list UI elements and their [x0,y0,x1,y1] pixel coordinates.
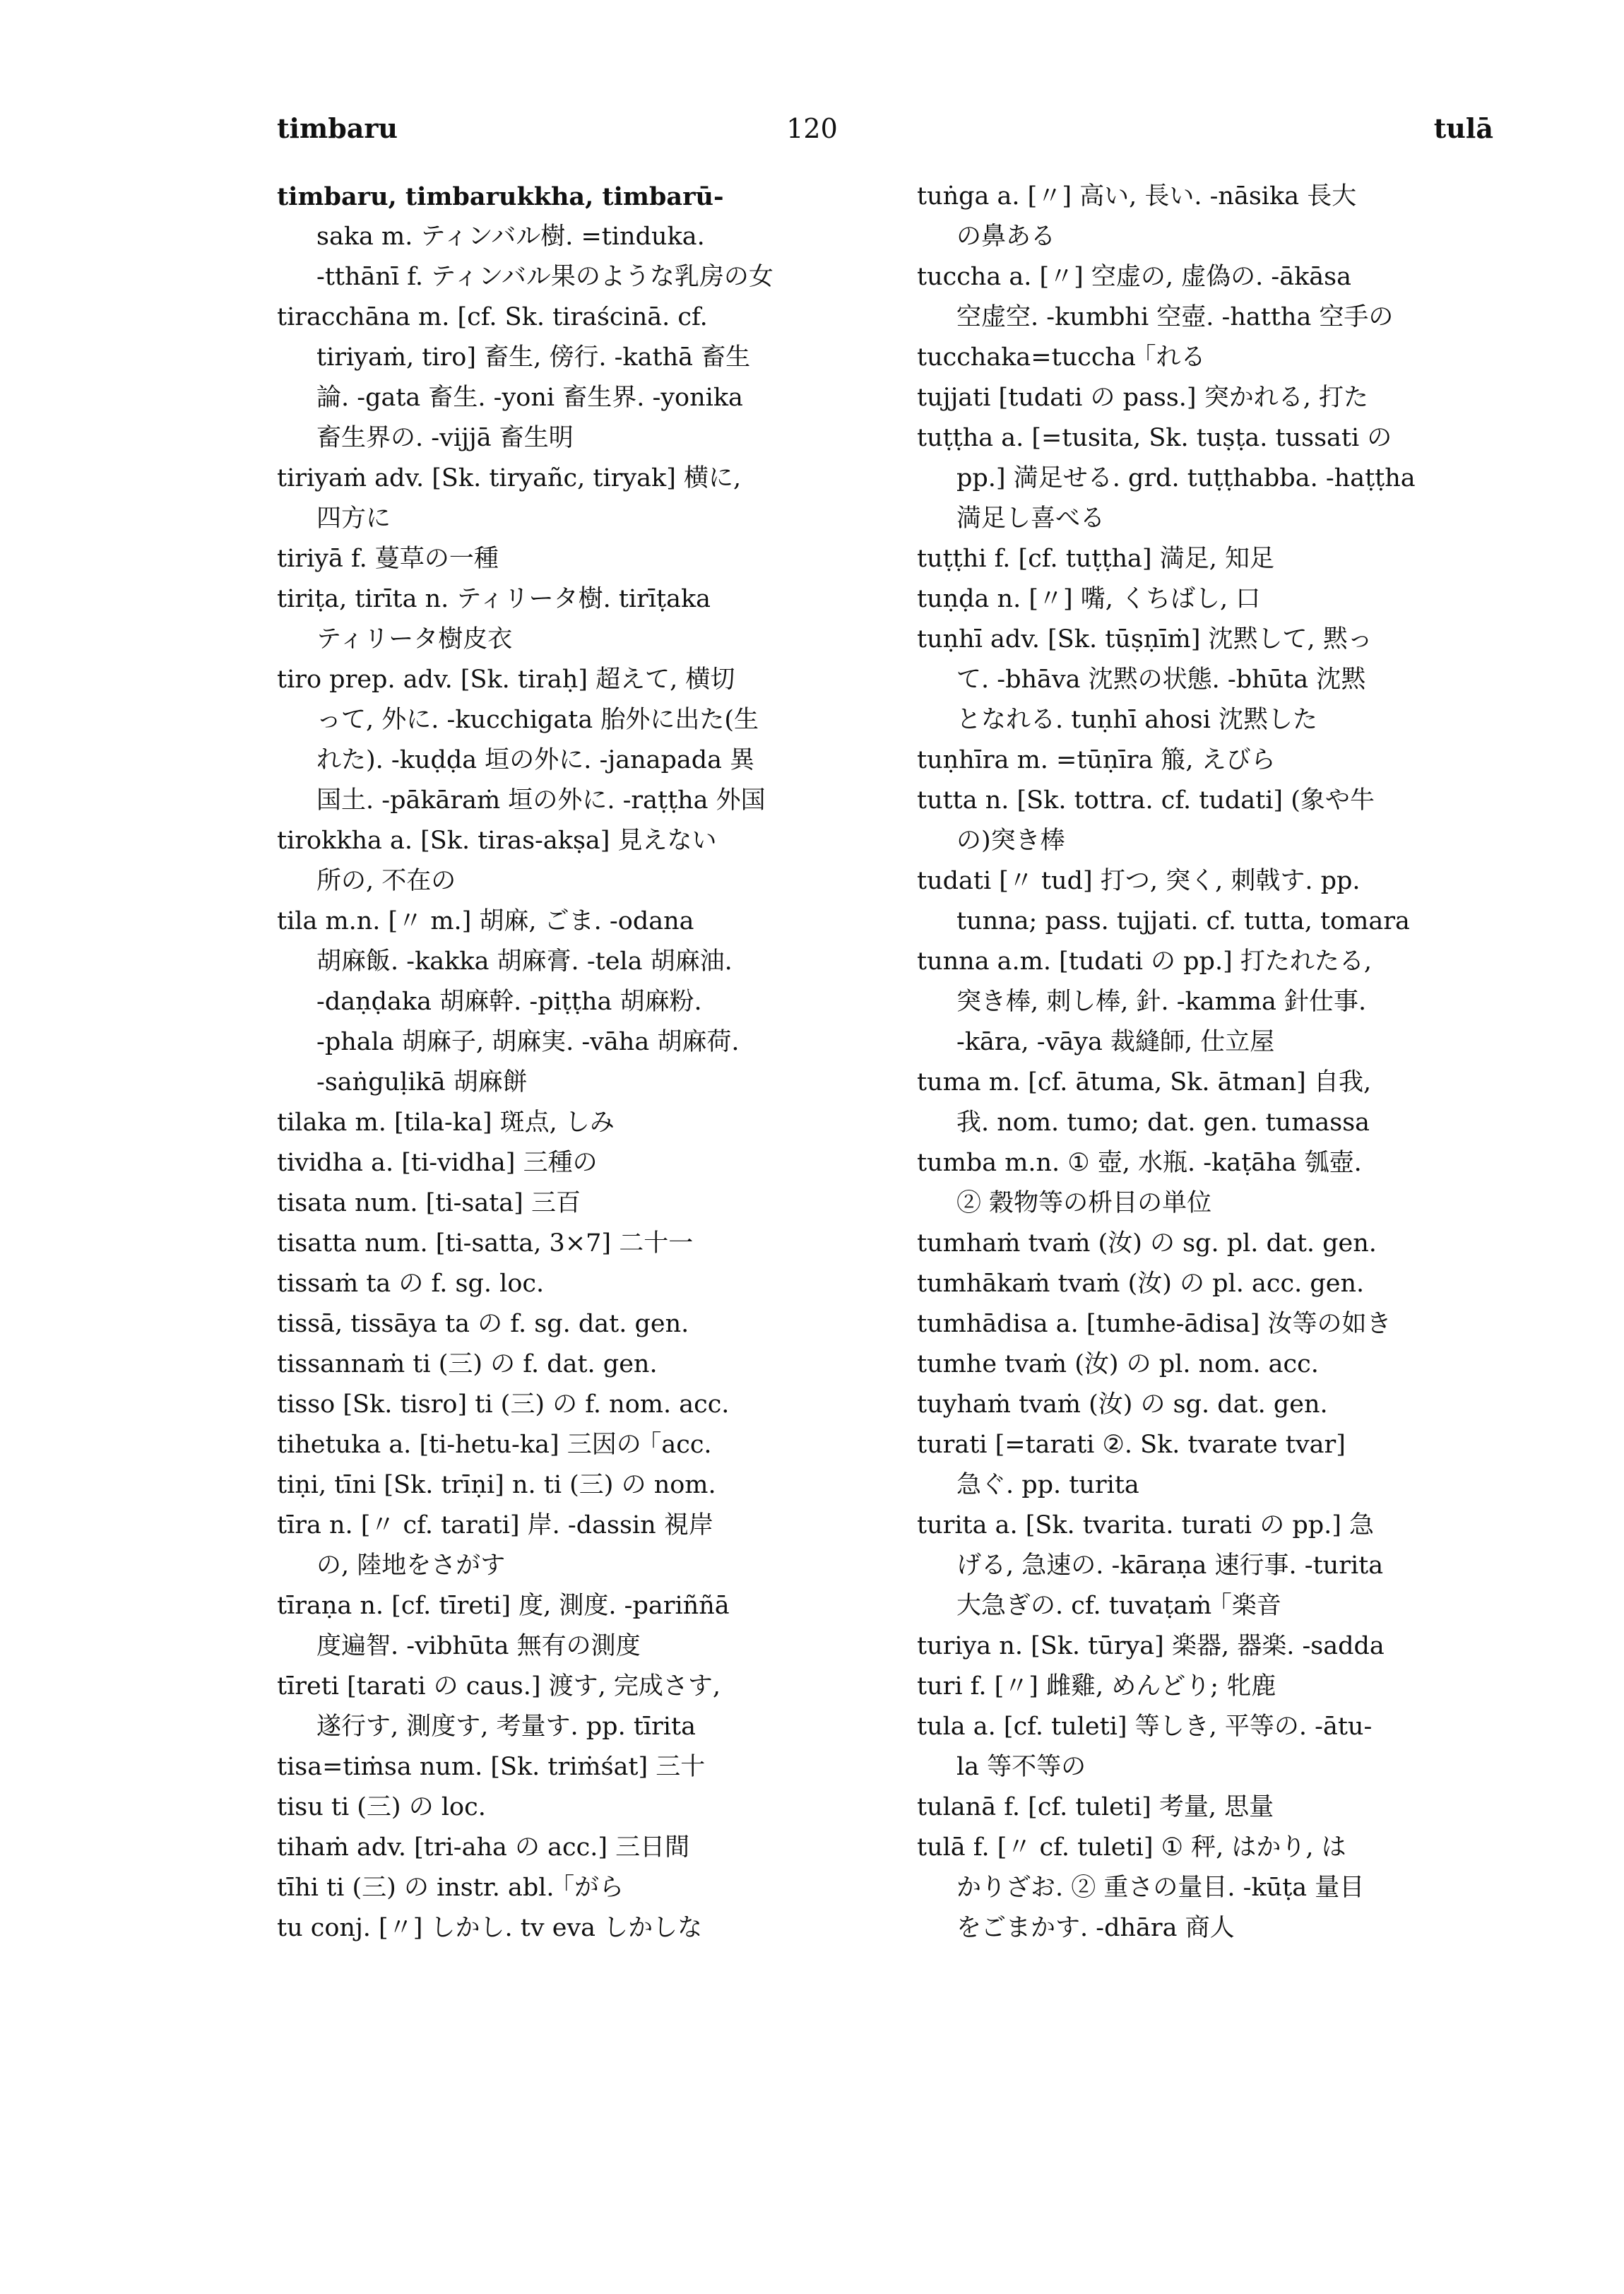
left-column [277,177,863,1949]
entry-text: tumhākaṁ tvaṁ (汝) の pl. acc. gen. [917,1270,1365,1298]
entry-line [277,579,863,620]
entry-text: 国土. -pākāraṁ 垣の外に. -raṭṭha 外国 [316,786,766,815]
entry-text: tissā, tissāya ta の f. sg. dat. gen. [277,1310,689,1338]
entry-line [917,1828,1496,1868]
entry-text: tisu ti (三) の loc. [277,1793,486,1821]
entry-text: tīra n. [〃 cf. tarati] 岸. -dassin 視岸 [277,1511,713,1539]
entry-text: の)突き棒 [956,827,1065,855]
entry-line [917,1224,1496,1264]
entry-continuation-line [277,499,863,539]
entry-text: tujjati [tudati の pass.] 突かれる, 打た [917,384,1368,412]
entry-text: tissannaṁ ti (三) の f. dat. gen. [277,1350,658,1378]
entry-text: tīraṇa n. [cf. tīreti] 度, 測度. -pariññā [277,1592,730,1620]
entry-text: 我. nom. tumo; dat. gen. tumassa [956,1108,1370,1137]
entry-text: tiriyaṁ, tiro] 畜生, 傍行. -kathā 畜生 [316,343,751,372]
entry-text: turi f. [〃] 雌雞, めんどり; 牝鹿 [917,1672,1276,1701]
entry-text: tuccha a. [〃] 空虚の, 虚偽の. -ākāsa [917,263,1351,291]
entry-continuation-line [917,1586,1496,1626]
entry-text: 遂行す, 測度す, 考量す. pp. tīrita [316,1713,696,1741]
entry-line [277,539,863,579]
entry-line [277,1747,863,1787]
entry-line [917,1626,1496,1667]
entry-text: tuṇhī adv. [Sk. tūṣṇīṁ] 沈黙して, 黙っ [917,625,1373,654]
entry-text: tumhādisa a. [tumhe-ādisa] 汝等の如き [917,1310,1392,1338]
entry-text: tumhe tvaṁ (汝) の pl. nom. acc. [917,1350,1319,1378]
entry-text: 度遍智. -vibhūta 無有の測度 [316,1632,641,1660]
entry-text: の鼻ある [956,223,1056,251]
entry-text: saka m. ティンバル樹. =tinduka. [316,223,705,251]
entry-text: -saṅguḷikā 胡麻餅 [316,1068,528,1096]
entry-text: げる, 急速の. -kāraṇa 速行事. -turita [956,1551,1384,1580]
entry-line [277,1828,863,1868]
entry-text: かりざお. ② 重さの量目. -kūṭa 量目 [956,1874,1365,1902]
entry-text: tividha a. [ti-vidha] 三種の [277,1149,598,1177]
entry-line [917,257,1496,297]
entry-text: て. -bhāva 沈黙の状態. -bhūta 沈黙 [956,666,1366,694]
entry-continuation-line [917,1183,1496,1224]
entry-continuation-line [277,700,863,740]
entry-continuation-line [917,821,1496,861]
entry-text: tisa=tiṁsa num. [Sk. triṁśat] 三十 [277,1753,706,1781]
entry-continuation-line [917,1868,1496,1908]
entry-text: pp.] 満足せる. grd. tuṭṭhabba. -haṭṭha [956,464,1416,492]
entry-line [917,1707,1496,1747]
entry-line [277,1103,863,1143]
entry-text: tiriyaṁ adv. [Sk. tiryañc, tiryak] 横に, [277,464,742,492]
entry-line [917,1506,1496,1546]
entry-text: tutta n. [Sk. tottra. cf. tudati] (象や牛 [917,786,1375,815]
entry-text: 突き棒, 刺し棒, 針. -kamma 針仕事. [956,988,1367,1016]
entry-continuation-line [277,338,863,378]
entry-text: 四方に [316,504,391,533]
entry-text: tirokkha a. [Sk. tiras-akṣa] 見えない [277,827,717,855]
entry-text: tula a. [cf. tuleti] 等しき, 平等の. -ātu- [917,1713,1373,1741]
entry-continuation-line [917,1747,1496,1787]
entry-text: tuṭṭha a. [=tusita, Sk. tuṣṭa. tussati の [917,424,1392,452]
entry-line [917,942,1496,982]
entry-continuation-line [277,861,863,901]
entry-line [277,1787,863,1828]
entry-text: ② 穀物等の枡目の単位 [956,1189,1212,1217]
entry-text: 急ぐ. pp. turita [956,1471,1139,1499]
entry-text: tiriṭa, tirīta n. ティリータ樹. tirīṭaka [277,585,711,613]
entry-continuation-line [917,1022,1496,1063]
entry-line [277,1506,863,1546]
entry-text: tu conj. [〃] しかし. tv eva しかしな [277,1914,703,1942]
entry-text: ティリータ樹皮衣 [316,625,513,654]
entry-continuation-line [917,901,1496,942]
entry-continuation-line [277,1063,863,1103]
entry-text: tiracchāna m. [cf. Sk. tiraścinā. cf. [277,303,708,331]
entry-text: の, 陸地をさがす [316,1551,506,1580]
entry-line [917,579,1496,620]
entry-text: turiya n. [Sk. tūrya] 楽器, 器楽. -sadda [917,1632,1385,1660]
entry-line [917,1425,1496,1465]
entry-line [277,177,863,217]
entry-text: tulā f. [〃 cf. tuleti] ① 秤, はかり, は [917,1833,1346,1862]
entry-line [277,1586,863,1626]
entry-line [917,1667,1496,1707]
entry-line [277,1667,863,1707]
entry-text: turati [=tarati ②. Sk. tvarate tvar] [917,1431,1346,1459]
entry-continuation-line [277,1626,863,1667]
entry-line [277,1385,863,1425]
entry-text: tisatta num. [ti-satta, 3×7] 二十一 [277,1229,694,1258]
entry-line [277,660,863,700]
entry-line [917,177,1496,217]
entry-text: tuma m. [cf. ātuma, Sk. ātman] 自我, [917,1068,1372,1096]
entry-text: tumhaṁ tvaṁ (汝) の sg. pl. dat. gen. [917,1229,1377,1258]
entry-text: れた). -kuḍḍa 垣の外に. -janapada 異 [316,746,755,774]
entry-line [277,901,863,942]
entry-line [277,297,863,338]
entry-text: tihetuka a. [ti-hetu-ka] 三因の ｢acc. [277,1431,712,1459]
entry-line [277,1465,863,1506]
entry-text: -tthānī f. ティンバル果のような乳房の女 [316,263,774,291]
entry-continuation-line [917,700,1496,740]
entry-text: tunna; pass. tujjati. cf. tutta, tomara [956,907,1410,935]
entry-text: tila m.n. [〃 m.] 胡麻, ごま. -odana [277,907,694,935]
entry-line [277,1868,863,1908]
entry-text: tuṇḍa n. [〃] 嘴, くちばし, 口 [917,585,1261,613]
entry-continuation-line [277,620,863,660]
entry-line [277,821,863,861]
page-number: 120 [786,113,838,144]
entry-continuation-line [917,660,1496,700]
entry-continuation-line [917,982,1496,1022]
entry-line [917,1264,1496,1304]
running-head-right: tulā [1433,112,1493,144]
entry-line [277,1344,863,1385]
entry-continuation-line [277,942,863,982]
entry-line [277,1908,863,1949]
entry-text: tumba m.n. ① 壺, 水瓶. -kaṭāha 瓠壺. [917,1149,1362,1177]
entry-line [277,1183,863,1224]
entry-text: timbaru, timbarukkha, timbarū- [277,182,724,211]
entry-text: tudati [〃 tud] 打つ, 突く, 刺戟す. pp. [917,867,1361,895]
entry-text: tucchaka=tuccha ｢れる [917,343,1206,372]
running-head-left: timbaru [277,112,398,144]
entry-line [917,861,1496,901]
entry-line [917,740,1496,781]
entry-text: tisso [Sk. tisro] ti (三) の f. nom. acc. [277,1390,730,1419]
entry-text: 大急ぎの. cf. tuvaṭaṁ ｢楽音 [956,1592,1281,1620]
entry-text: -daṇḍaka 胡麻幹. -piṭṭha 胡麻粉. [316,988,702,1016]
entry-line [277,1425,863,1465]
entry-text: って, 外に. -kucchigata 胎外に出た(生 [316,706,759,734]
entry-continuation-line [277,982,863,1022]
entry-text: -phala 胡麻子, 胡麻実. -vāha 胡麻荷. [316,1028,740,1056]
entry-text: tuṅga a. [〃] 高い, 長い. -nāsika 長大 [917,182,1357,211]
entry-line [917,1143,1496,1183]
entry-text: tunna a.m. [tudati の pp.] 打たれたる, [917,947,1372,976]
entry-text: la 等不等の [956,1753,1086,1781]
right-column [917,177,1496,1949]
entry-continuation-line [277,1707,863,1747]
entry-line [277,1304,863,1344]
entry-text: tisata num. [ti-sata] 三百 [277,1189,581,1217]
entry-text: 満足し喜べる [956,504,1106,533]
entry-text: tiro prep. adv. [Sk. tiraḥ] 超えて, 横切 [277,666,735,694]
entry-text: tuyhaṁ tvaṁ (汝) の sg. dat. gen. [917,1390,1328,1419]
entry-text: tuṭṭhi f. [cf. tuṭṭha] 満足, 知足 [917,545,1274,573]
entry-continuation-line [277,740,863,781]
entry-line [917,1787,1496,1828]
entry-continuation-line [917,1103,1496,1143]
entry-continuation-line [277,1022,863,1063]
entry-line [917,338,1496,378]
entry-continuation-line [277,378,863,418]
entry-line [917,1344,1496,1385]
entry-line [917,418,1496,459]
entry-text: 畜生界の. -vijjā 畜生明 [316,424,574,452]
entry-line [917,539,1496,579]
entry-text: tuṇhīra m. =tūṇīra 箙, えびら [917,746,1276,774]
entry-continuation-line [277,418,863,459]
entry-continuation-line [917,1908,1496,1949]
entry-line [277,1143,863,1183]
entry-continuation-line [277,257,863,297]
entry-text: 論. -gata 畜生. -yoni 畜生界. -yonika [316,384,743,412]
entry-continuation-line [277,781,863,821]
entry-text: tiṇi, tīni [Sk. trīṇi] n. ti (三) の nom. [277,1471,716,1499]
entry-line [917,1385,1496,1425]
entry-text: となれる. tuṇhī ahosi 沈黙した [956,706,1318,734]
entry-line [917,620,1496,660]
entry-continuation-line [277,1546,863,1586]
entry-continuation-line [917,1465,1496,1506]
entry-text: tīreti [tarati の caus.] 渡す, 完成さす, [277,1672,721,1701]
entry-text: turita a. [Sk. tvarita. turati の pp.] 急 [917,1511,1375,1539]
entry-text: tīhi ti (三) の instr. abl. ｢がら [277,1874,624,1902]
entry-text: をごまかす. -dhāra 商人 [956,1914,1235,1942]
entry-line [917,1063,1496,1103]
entry-text: tiriyā f. 蔓草の一種 [277,545,499,573]
entry-line [917,1304,1496,1344]
entry-continuation-line [277,217,863,257]
entry-line [277,1264,863,1304]
entry-text: 空虚空. -kumbhi 空壺. -hattha 空手の [956,303,1394,331]
entry-text: tihaṁ adv. [tri-aha の acc.] 三日間 [277,1833,690,1862]
entry-text: tilaka m. [tila-ka] 斑点, しみ [277,1108,615,1137]
entry-line [917,378,1496,418]
entry-line [277,1224,863,1264]
entry-text: 胡麻飯. -kakka 胡麻膏. -tela 胡麻油. [316,947,733,976]
entry-text: tulanā f. [cf. tuleti] 考量, 思量 [917,1793,1274,1821]
entry-text: tissaṁ ta の f. sg. loc. [277,1270,545,1298]
entry-text: -kāra, -vāya 裁縫師, 仕立屋 [956,1028,1275,1056]
entry-continuation-line [917,297,1496,338]
entry-continuation-line [917,1546,1496,1586]
entry-line [277,459,863,499]
entry-continuation-line [917,217,1496,257]
entry-text: 所の, 不在の [316,867,456,895]
entry-continuation-line [917,499,1496,539]
entry-continuation-line [917,459,1496,499]
entry-line [917,781,1496,821]
